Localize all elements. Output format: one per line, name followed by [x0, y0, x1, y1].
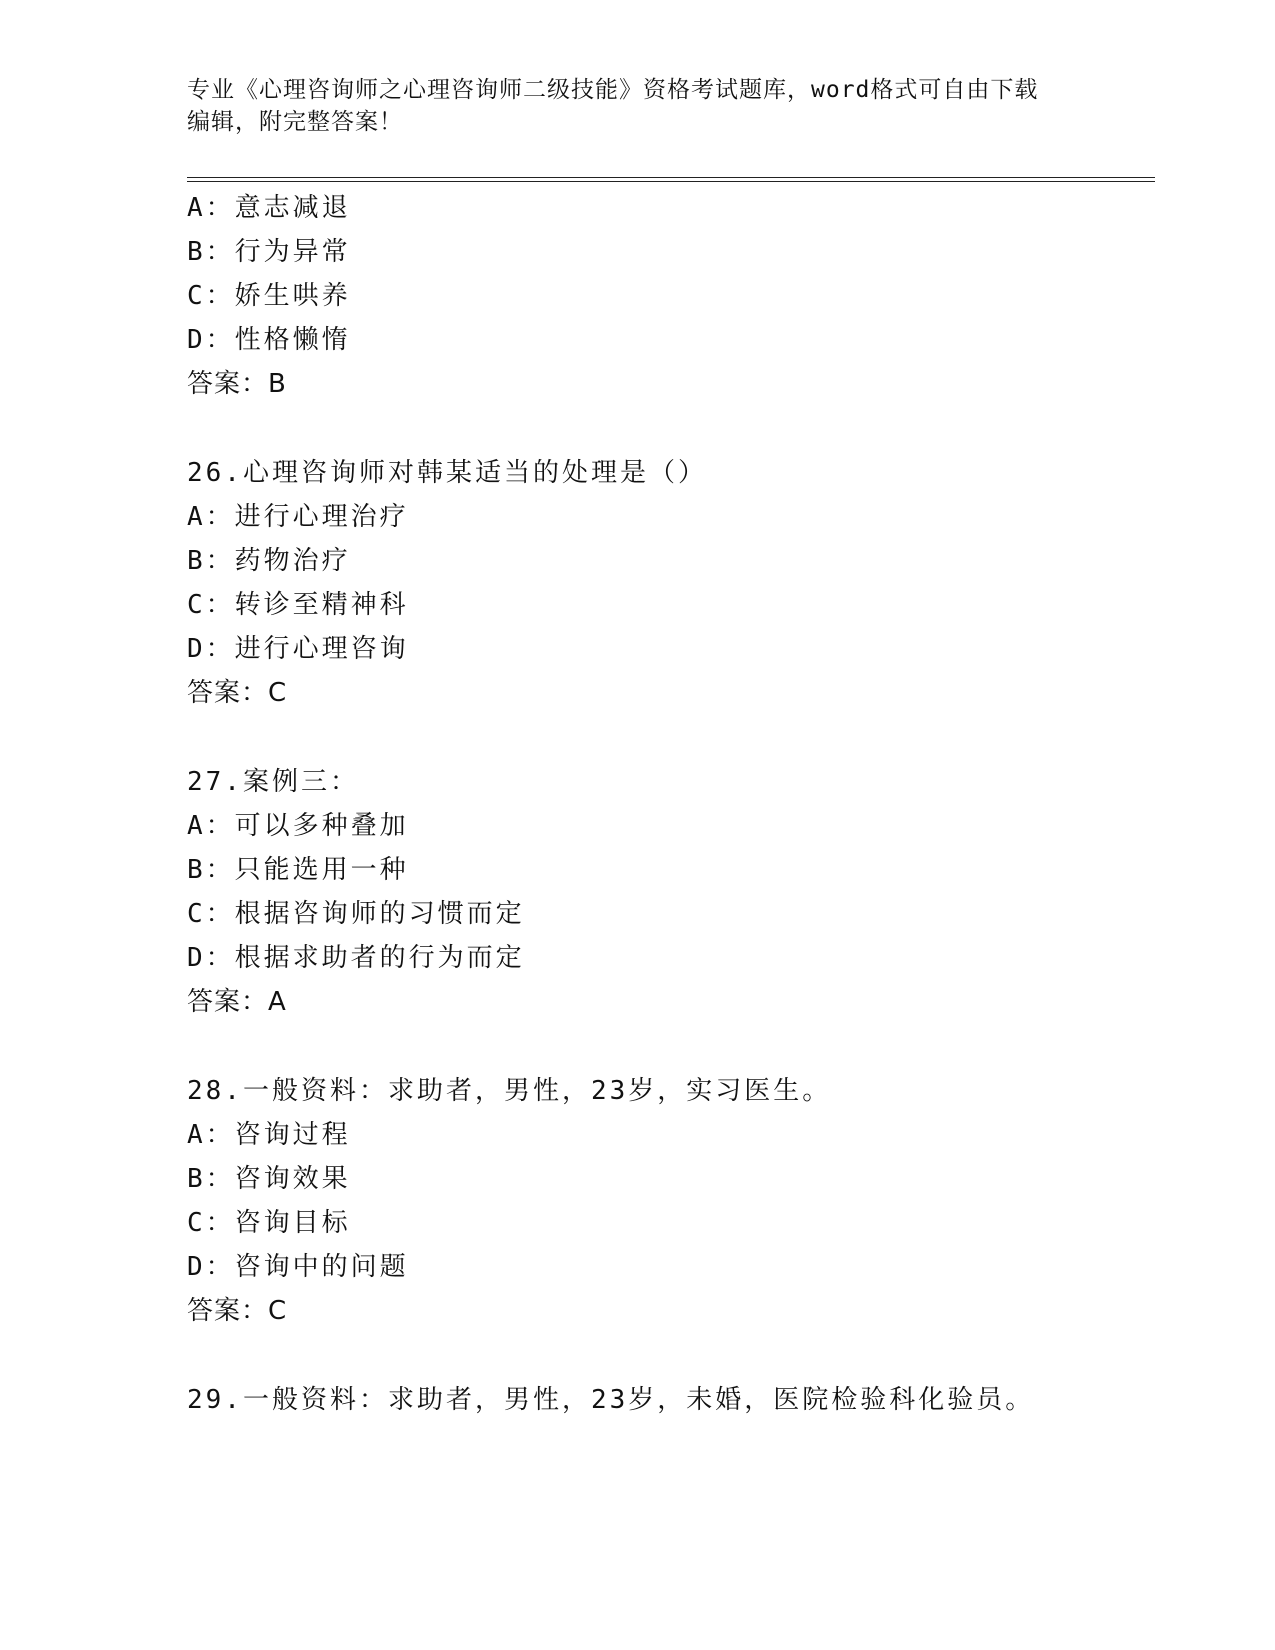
- header-line-2: 编辑，附完整答案！: [187, 109, 403, 135]
- option-d: D：根据求助者的行为而定: [187, 943, 525, 973]
- header-line-1: 专业《心理咨询师之心理咨询师二级技能》资格考试题库，word格式可自由下载: [187, 77, 1039, 103]
- answer-line: 答案：C: [187, 678, 288, 708]
- document-header: [187, 74, 1087, 138]
- question-26: 26.心理咨询师对韩某适当的处理是（）: [187, 458, 707, 488]
- option-a: A：意志减退: [187, 193, 351, 223]
- option-b: B：行为异常: [187, 237, 351, 267]
- option-d: D：性格懒惰: [187, 325, 351, 355]
- question-28: 28.一般资料：求助者，男性，23岁，实习医生。: [187, 1076, 832, 1106]
- option-a: A：咨询过程: [187, 1120, 351, 1150]
- question-29: 29.一般资料：求助者，男性，23岁，未婚，医院检验科化验员。: [187, 1385, 1035, 1415]
- option-b: B：咨询效果: [187, 1164, 351, 1194]
- option-a: A：进行心理治疗: [187, 502, 409, 532]
- option-b: B：药物治疗: [187, 546, 351, 576]
- question-27: 27.案例三：: [187, 767, 359, 797]
- option-c: C：转诊至精神科: [187, 590, 409, 620]
- option-b: B：只能选用一种: [187, 855, 409, 885]
- option-d: D：咨询中的问题: [187, 1252, 409, 1282]
- answer-line: 答案：C: [187, 1296, 288, 1326]
- option-d: D：进行心理咨询: [187, 634, 409, 664]
- answer-line: 答案：A: [187, 987, 287, 1017]
- option-a: A：可以多种叠加: [187, 811, 409, 841]
- answer-line: 答案：B: [187, 369, 287, 399]
- header-divider: [187, 177, 1155, 182]
- document-page: [187, 0, 1157, 1650]
- option-c: C：根据咨询师的习惯而定: [187, 899, 525, 929]
- option-c: C：娇生哄养: [187, 281, 351, 311]
- option-c: C：咨询目标: [187, 1208, 351, 1238]
